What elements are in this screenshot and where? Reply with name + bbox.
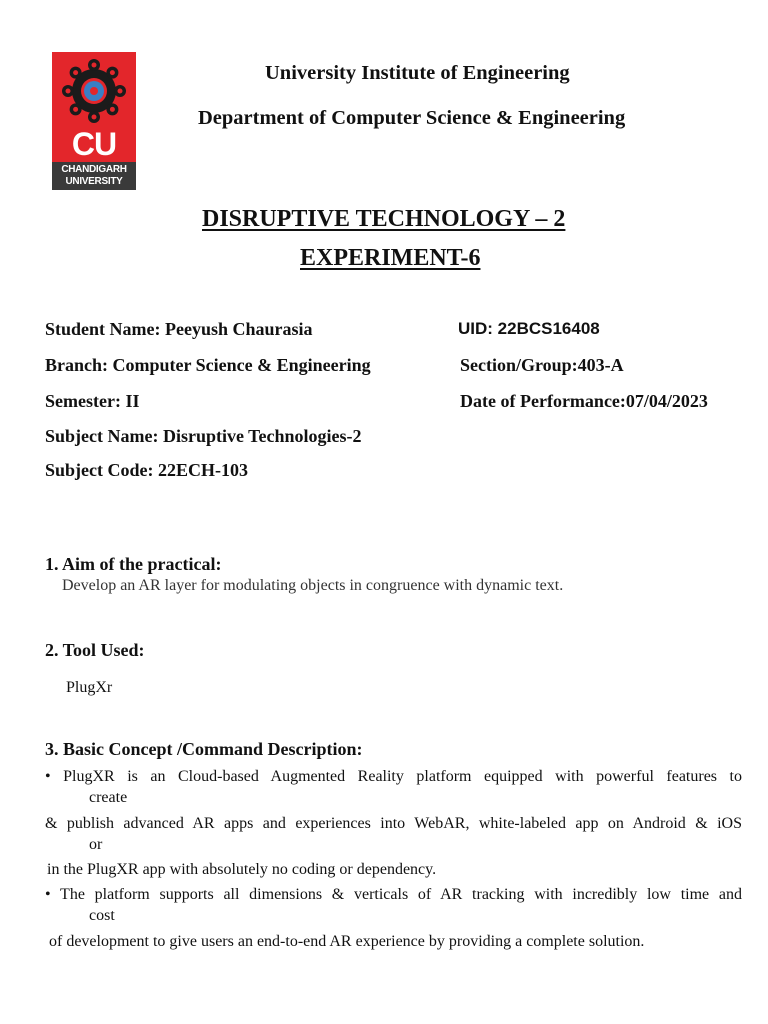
subject-code: Subject Code: 22ECH-103 xyxy=(45,460,248,480)
institute-name: University Institute of Engineering xyxy=(265,62,570,84)
university-logo xyxy=(52,52,136,190)
experiment-title: EXPERIMENT-6 xyxy=(300,245,481,271)
concept-line: & publish advanced AR apps and experiences into WebAR, white-labeled app on Android & iOS xyxy=(45,815,742,832)
concept-line: of development to give users an end-to-end AR experience by providing a complete solution. xyxy=(49,933,645,950)
logo-university-name xyxy=(52,162,136,190)
tool-heading: 2. Tool Used: xyxy=(45,640,145,660)
course-title: DISRUPTIVE TECHNOLOGY – 2 xyxy=(202,206,566,232)
concept-line: or xyxy=(89,836,103,853)
logo-brand-text: CU xyxy=(71,126,117,162)
date-of-performance: Date of Performance:07/04/2023 xyxy=(460,391,708,411)
subject-name: Subject Name: Disruptive Technologies-2 xyxy=(45,426,362,446)
logo-university-line1: CHANDIGARH xyxy=(61,164,127,175)
student-name: Student Name: Peeyush Chaurasia xyxy=(45,319,313,339)
concept-line: in the PlugXR app with absolutely no coding or dependency. xyxy=(47,861,437,878)
semester: Semester: II xyxy=(45,391,140,411)
concept-line: • The platform supports all dimensions & verticals of AR tracking with incredibly low time and xyxy=(45,886,742,903)
logo-university-line2: UNIVERSITY xyxy=(65,176,123,187)
aim-text: Develop an AR layer for modulating objects in congruence with dynamic text. xyxy=(62,577,564,594)
concept-line: • PlugXR is an Cloud-based Augmented Reality platform equipped with powerful features to xyxy=(45,768,742,785)
student-uid: UID: 22BCS16408 xyxy=(458,319,600,338)
section-group: Section/Group:403-A xyxy=(460,355,624,375)
concept-line: cost xyxy=(89,907,115,924)
branch: Branch: Computer Science & Engineering xyxy=(45,355,371,375)
tool-text: PlugXr xyxy=(66,679,113,696)
department-name: Department of Computer Science & Engineering xyxy=(198,107,626,129)
concept-heading: 3. Basic Concept /Command Description: xyxy=(45,739,363,759)
aim-heading: 1. Aim of the practical: xyxy=(45,554,222,574)
gear-emblem-icon xyxy=(60,57,128,125)
concept-line: create xyxy=(89,789,128,806)
